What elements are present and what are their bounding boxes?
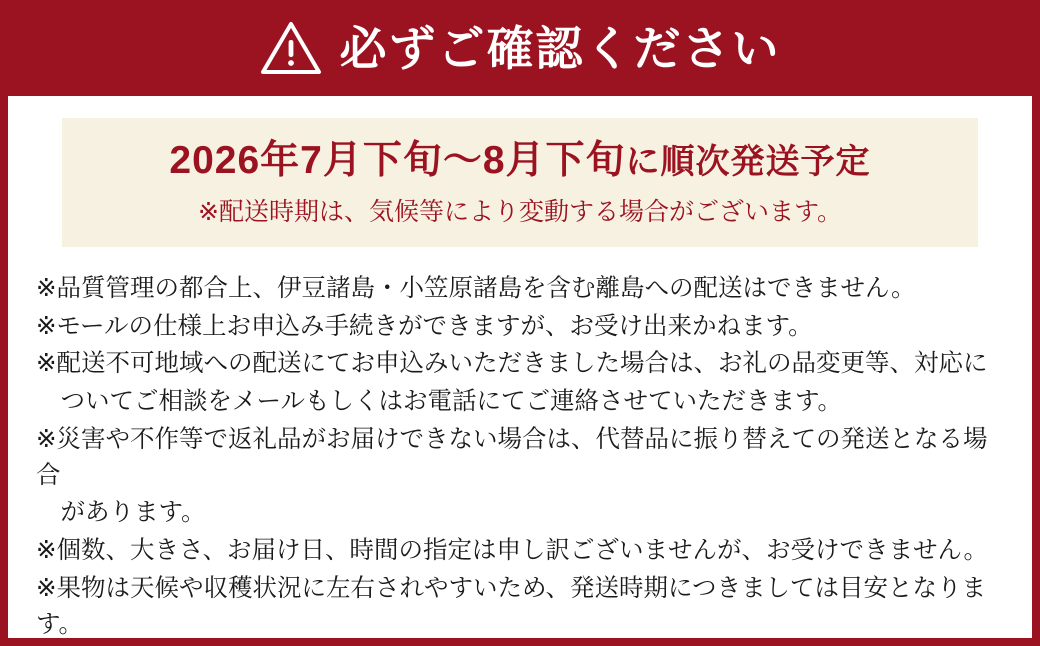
shipping-schedule-main bbox=[72, 140, 968, 183]
list-item: ※品質管理の都合上、伊豆諸島・小笠原諸島を含む離島への配送はできません。 bbox=[36, 274, 916, 302]
notice-header bbox=[0, 0, 1040, 96]
shipping-schedule-note: ※配送時期は、気候等により変動する場合がございます。 bbox=[198, 197, 842, 226]
list-item: があります。 bbox=[36, 499, 206, 527]
list-item: ※果物は天候や収穫状況に左右されやすいため、発送時期につきましては目安となります。 bbox=[36, 575, 987, 638]
notes-list bbox=[32, 265, 1008, 643]
page-title: 必ずご確認ください bbox=[339, 21, 781, 75]
shipping-schedule-box bbox=[62, 118, 978, 247]
list-item: ※配送不可地域への配送にてお申込みいただきました場合は、お礼の品変更等、対応に bbox=[36, 350, 988, 378]
warning-triangle-icon bbox=[260, 20, 322, 76]
shipping-period-suffix: に順次発送予定 bbox=[625, 143, 871, 181]
shipping-period-text: 2026年7月下旬〜8月下旬 bbox=[169, 139, 626, 182]
list-item: ついてご相談をメールもしくはお電話にてご連絡させていただきます。 bbox=[36, 388, 843, 416]
list-item: ※個数、大きさ、お届け日、時間の指定は申し訳ございませんが、お受けできません。 bbox=[36, 537, 989, 565]
list-item: ※モールの仕様上お申込み手続きができますが、お受け出来かねます。 bbox=[36, 312, 813, 340]
list-item: ※災害や不作等で返礼品がお届けできない場合は、代替品に振り替えての発送となる場合 bbox=[36, 425, 988, 489]
notice-body bbox=[8, 96, 1032, 638]
